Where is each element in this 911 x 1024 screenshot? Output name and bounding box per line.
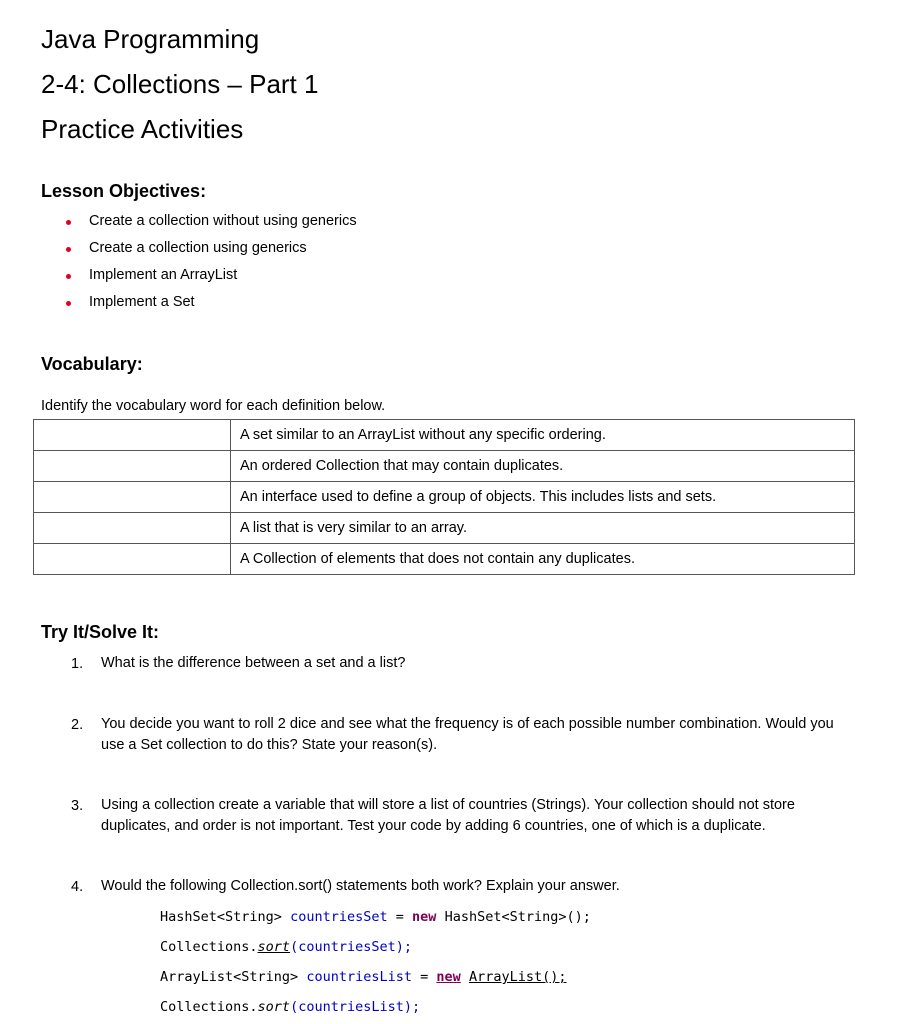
- code-variable: countriesSet: [290, 909, 388, 925]
- table-row: [34, 544, 855, 575]
- vocab-definition: An interface used to define a group of objects. This includes lists and sets.: [231, 482, 855, 513]
- page-subtitle: Practice Activities: [41, 114, 244, 144]
- vocab-answer-cell[interactable]: [34, 482, 231, 513]
- vocab-answer-cell[interactable]: [34, 451, 231, 482]
- code-line: [160, 999, 420, 1015]
- question-number: 1.: [71, 656, 84, 672]
- table-row: [34, 451, 855, 482]
- bullet-icon: [66, 301, 71, 306]
- vocab-definition: A set similar to an ArrayList without any specific ordering.: [231, 420, 855, 451]
- code-line: [160, 909, 591, 925]
- code-operator: =: [395, 909, 404, 925]
- code-argument: (countriesList);: [290, 999, 421, 1015]
- question-text: Using a collection create a variable that will store a list of countries (Strings). Your collection should not store: [101, 797, 795, 813]
- question-number: 4.: [71, 879, 84, 895]
- objective-item: Create a collection without using generics: [89, 213, 357, 229]
- vocab-definition: A list that is very similar to an array.: [231, 513, 855, 544]
- table-row: [34, 420, 855, 451]
- try-it-heading: Try It/Solve It:: [41, 622, 160, 642]
- vocab-definition: A Collection of elements that does not contain any duplicates.: [231, 544, 855, 575]
- code-line: [160, 969, 566, 985]
- code-type: ArrayList();: [468, 969, 567, 985]
- objective-item: Implement an ArrayList: [89, 267, 238, 283]
- code-line: [160, 939, 412, 955]
- question-text: use a Set collection to do this? State your reason(s).: [101, 737, 438, 753]
- objective-item: Create a collection using generics: [89, 240, 307, 256]
- code-keyword: new: [436, 969, 461, 985]
- code-type: ArrayList<String>: [160, 969, 299, 985]
- bullet-icon: [66, 247, 71, 252]
- question-text: What is the difference between a set and a list?: [101, 655, 406, 671]
- question-number: 3.: [71, 798, 84, 814]
- code-variable: countriesList: [306, 969, 412, 985]
- vocabulary-table: [33, 419, 855, 575]
- bullet-icon: [66, 274, 71, 279]
- table-row: [34, 513, 855, 544]
- question-text: Would the following Collection.sort() statements both work? Explain your answer.: [101, 878, 620, 894]
- vocab-definition: An ordered Collection that may contain duplicates.: [231, 451, 855, 482]
- vocab-answer-cell[interactable]: [34, 513, 231, 544]
- table-row: [34, 482, 855, 513]
- code-keyword: new: [412, 909, 437, 925]
- code-type: HashSet<String>();: [444, 909, 591, 925]
- code-argument: (countriesSet);: [290, 939, 412, 955]
- objective-item: Implement a Set: [89, 294, 195, 310]
- bullet-icon: [66, 220, 71, 225]
- code-class: Collections.: [160, 939, 258, 955]
- vocab-answer-cell[interactable]: [34, 544, 231, 575]
- lesson-title: 2-4: Collections – Part 1: [41, 69, 319, 99]
- code-class: Collections.: [160, 999, 258, 1015]
- question-text: You decide you want to roll 2 dice and see what the frequency is of each possible number combination. Would you: [101, 716, 834, 732]
- vocab-answer-cell[interactable]: [34, 420, 231, 451]
- code-method: sort: [257, 939, 291, 955]
- code-method: sort: [257, 999, 291, 1015]
- code-type: HashSet<String>: [160, 909, 282, 925]
- code-operator: =: [420, 969, 429, 985]
- objectives-heading: Lesson Objectives:: [41, 181, 207, 201]
- course-title: Java Programming: [41, 24, 260, 54]
- question-text: duplicates, and order is not important. Test your code by adding 6 countries, one of which is a duplicate.: [101, 818, 766, 834]
- question-number: 2.: [71, 717, 84, 733]
- vocabulary-heading: Vocabulary:: [41, 354, 143, 374]
- vocabulary-instructions: Identify the vocabulary word for each definition below.: [41, 398, 386, 414]
